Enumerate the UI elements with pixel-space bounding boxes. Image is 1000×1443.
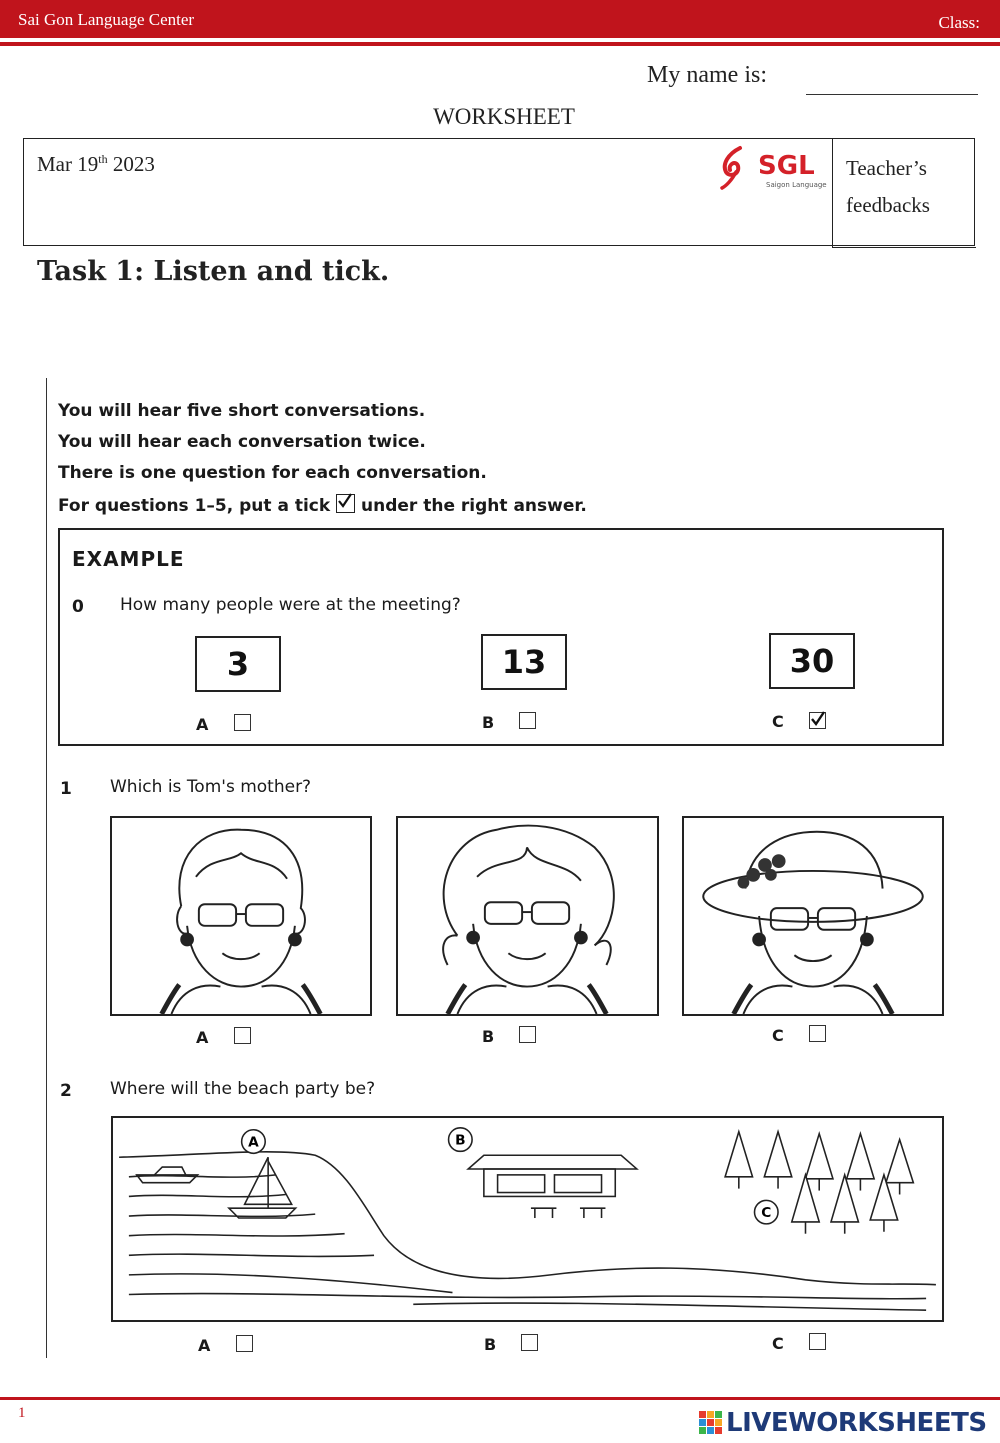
question-2-option-c-letter: C [772, 1334, 784, 1353]
scene-label-a: A [248, 1134, 259, 1151]
task-title: Task 1: Listen and tick. [37, 256, 390, 287]
question-2-option-b-checkbox[interactable] [521, 1334, 538, 1351]
liveworksheets-logo[interactable]: LIVEWORKSHEETS [726, 1408, 987, 1438]
example-option-a-letter: A [196, 715, 209, 734]
question-1-option-b-letter: B [482, 1027, 495, 1046]
example-option-c-letter: C [772, 712, 784, 731]
example-question: How many people were at the meeting? [120, 595, 461, 615]
question-1-option-a-checkbox[interactable] [234, 1027, 251, 1044]
question-2-option-a-letter: A [198, 1336, 211, 1355]
instruction-4a: For questions 1–5, put a tick [58, 496, 331, 516]
question-1-number: 1 [60, 779, 72, 799]
question-2-text: Where will the beach party be? [110, 1079, 376, 1099]
example-option-b-letter: B [482, 713, 495, 732]
instruction-4 [58, 494, 587, 516]
face-picture-b [396, 816, 659, 1016]
question-2-option-c-checkbox[interactable] [809, 1333, 826, 1350]
example-option-c-box: 30 [769, 633, 855, 689]
question-2-number: 2 [60, 1081, 72, 1101]
face-picture-a [110, 816, 372, 1016]
date-suffix: th [98, 152, 108, 166]
question-1-option-c-checkbox[interactable] [809, 1025, 826, 1042]
liveworksheets-mark-icon [699, 1411, 723, 1435]
worksheet-title: WORKSHEET [433, 104, 575, 129]
logo-text: SGL [758, 151, 815, 181]
logo-subtext: Saigon Language [766, 181, 827, 189]
tick-example-icon [336, 494, 355, 513]
question-1-option-a-letter: A [196, 1028, 209, 1047]
instruction-2: You will hear each conversation twice. [58, 432, 426, 452]
example-option-c-checkbox[interactable] [809, 712, 826, 729]
face-picture-c [682, 816, 944, 1016]
question-1-option-c-letter: C [772, 1026, 784, 1045]
name-input-line[interactable] [806, 94, 978, 95]
question-2-option-a-checkbox[interactable] [236, 1335, 253, 1352]
footer-line [0, 1397, 1000, 1400]
page-number: 1 [18, 1405, 26, 1421]
sgl-logo [718, 142, 830, 194]
class-label: Class: [938, 13, 980, 32]
name-label: My name is: [647, 62, 767, 88]
date-main: Mar 19 [37, 152, 99, 176]
instruction-3: There is one question for each conversation. [58, 463, 487, 483]
feedback-line-1: Teacher’s [846, 156, 927, 180]
instruction-4b: under the right answer. [361, 496, 587, 516]
check-icon [809, 710, 826, 727]
example-option-a-checkbox[interactable] [234, 714, 251, 731]
example-number: 0 [72, 597, 84, 617]
feedback-label [846, 150, 974, 224]
instruction-1: You will hear five short conversations. [58, 401, 426, 421]
center-name: Sai Gon Language Center [18, 10, 195, 29]
date-year: 2023 [107, 152, 155, 176]
header-underline [0, 42, 1000, 46]
question-1-text: Which is Tom's mother? [110, 777, 312, 797]
example-heading: EXAMPLE [72, 547, 185, 571]
scene-label-c: C [761, 1205, 772, 1222]
feedback-line-2: feedbacks [846, 193, 930, 217]
question-1-option-b-checkbox[interactable] [519, 1026, 536, 1043]
example-option-a-box: 3 [195, 636, 281, 692]
scan-left-border [46, 378, 47, 1358]
question-2-option-b-letter: B [484, 1335, 497, 1354]
scene-label-b: B [455, 1132, 466, 1149]
beach-scene-picture [111, 1116, 944, 1322]
date [37, 152, 155, 177]
example-option-b-checkbox[interactable] [519, 712, 536, 729]
example-option-b-box: 13 [481, 634, 567, 690]
